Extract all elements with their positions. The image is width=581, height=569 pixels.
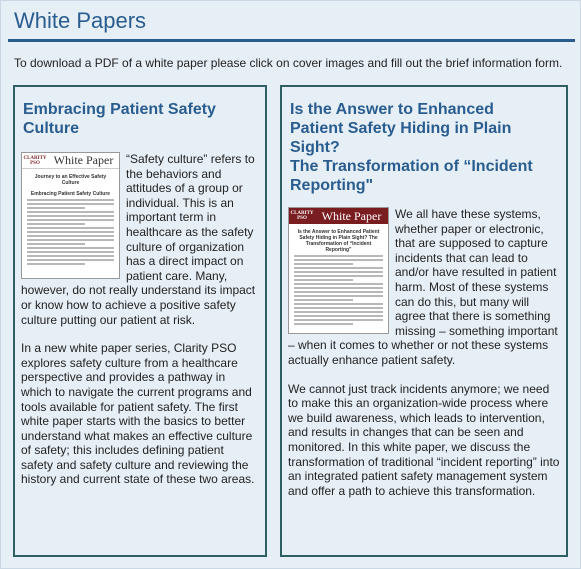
cover-heading: Is the Answer to Enhanced Patient Safety Hiding in Plain Sight? The Transformation of “Incident Reporting” <box>297 229 380 253</box>
card-title-main: Is the Answer to Enhanced Patient Safety Hiding in Plain Sight? <box>290 101 512 156</box>
card-title: Embracing Patient Safety Culture <box>23 101 216 137</box>
card-paragraph: In a new white paper series, Clarity PSO explores safety culture from a healthcare perspective and provides a pathway in which to navigate the current programs and tools available for patient safety. The first white paper starts with the basics to better understand what makes an effective culture of safety; this includes defining patient safety and safety culture and reviewing the history and current state of these two areas. <box>21 341 255 487</box>
title-divider <box>8 39 575 42</box>
cover-banner <box>22 153 119 169</box>
card-body <box>288 207 560 512</box>
card-title <box>290 100 550 195</box>
cover-image-safety-culture[interactable] <box>21 152 120 279</box>
cover-image-incident-reporting[interactable] <box>288 207 389 334</box>
cover-banner-label: White Paper <box>53 153 114 168</box>
card-subtitle: The Transformation of “Incident Reporting" <box>290 158 533 194</box>
clarity-logo: CLARITY PSO <box>290 211 314 221</box>
card-body <box>21 152 259 501</box>
intro-text: To download a PDF of a white paper please click on cover images and fill out the brief information form. <box>14 56 563 70</box>
card-paragraph: “Safety culture” refers to the behaviors and attitudes of a group or individual. This is an important term in healthcare as the safety culture of organization has a direct impact on patient care. Many, however, do not really understand its impact or know how to achieve a positive safety culture putting our patient at risk. <box>21 152 256 327</box>
card-paragraph: We cannot just track incidents anymore; we need to make this an organization-wide process where we build awareness, which leads to intervention, and results in changes that can be seen and monitored. In this white paper, we discuss the transformation of traditional “incident reporting” into an integrated patient safety management system and offer a path to achieve this transformation. <box>288 381 560 498</box>
clarity-logo: CLARITY PSO <box>23 155 47 166</box>
cover-banner-label: White Paper <box>321 208 382 223</box>
cover-heading: Journey to an Effective Safety Culture <box>34 174 107 186</box>
white-paper-card-incident-reporting <box>280 85 568 557</box>
page-title: White Papers <box>14 8 147 33</box>
card-paragraph: We all have these systems, whether paper or electronic, that are supposed to capture incidents that can lead to and/or have resulted in patient harm. Most of these systems can do this, but many will agree that there is something missing – something important – when it comes to whether or not these systems actually enhance patient safety. <box>288 207 558 367</box>
cover-subheading: Embracing Patient Safety Culture <box>30 191 111 197</box>
cover-banner <box>289 208 388 224</box>
white-paper-card-safety-culture <box>13 85 267 557</box>
